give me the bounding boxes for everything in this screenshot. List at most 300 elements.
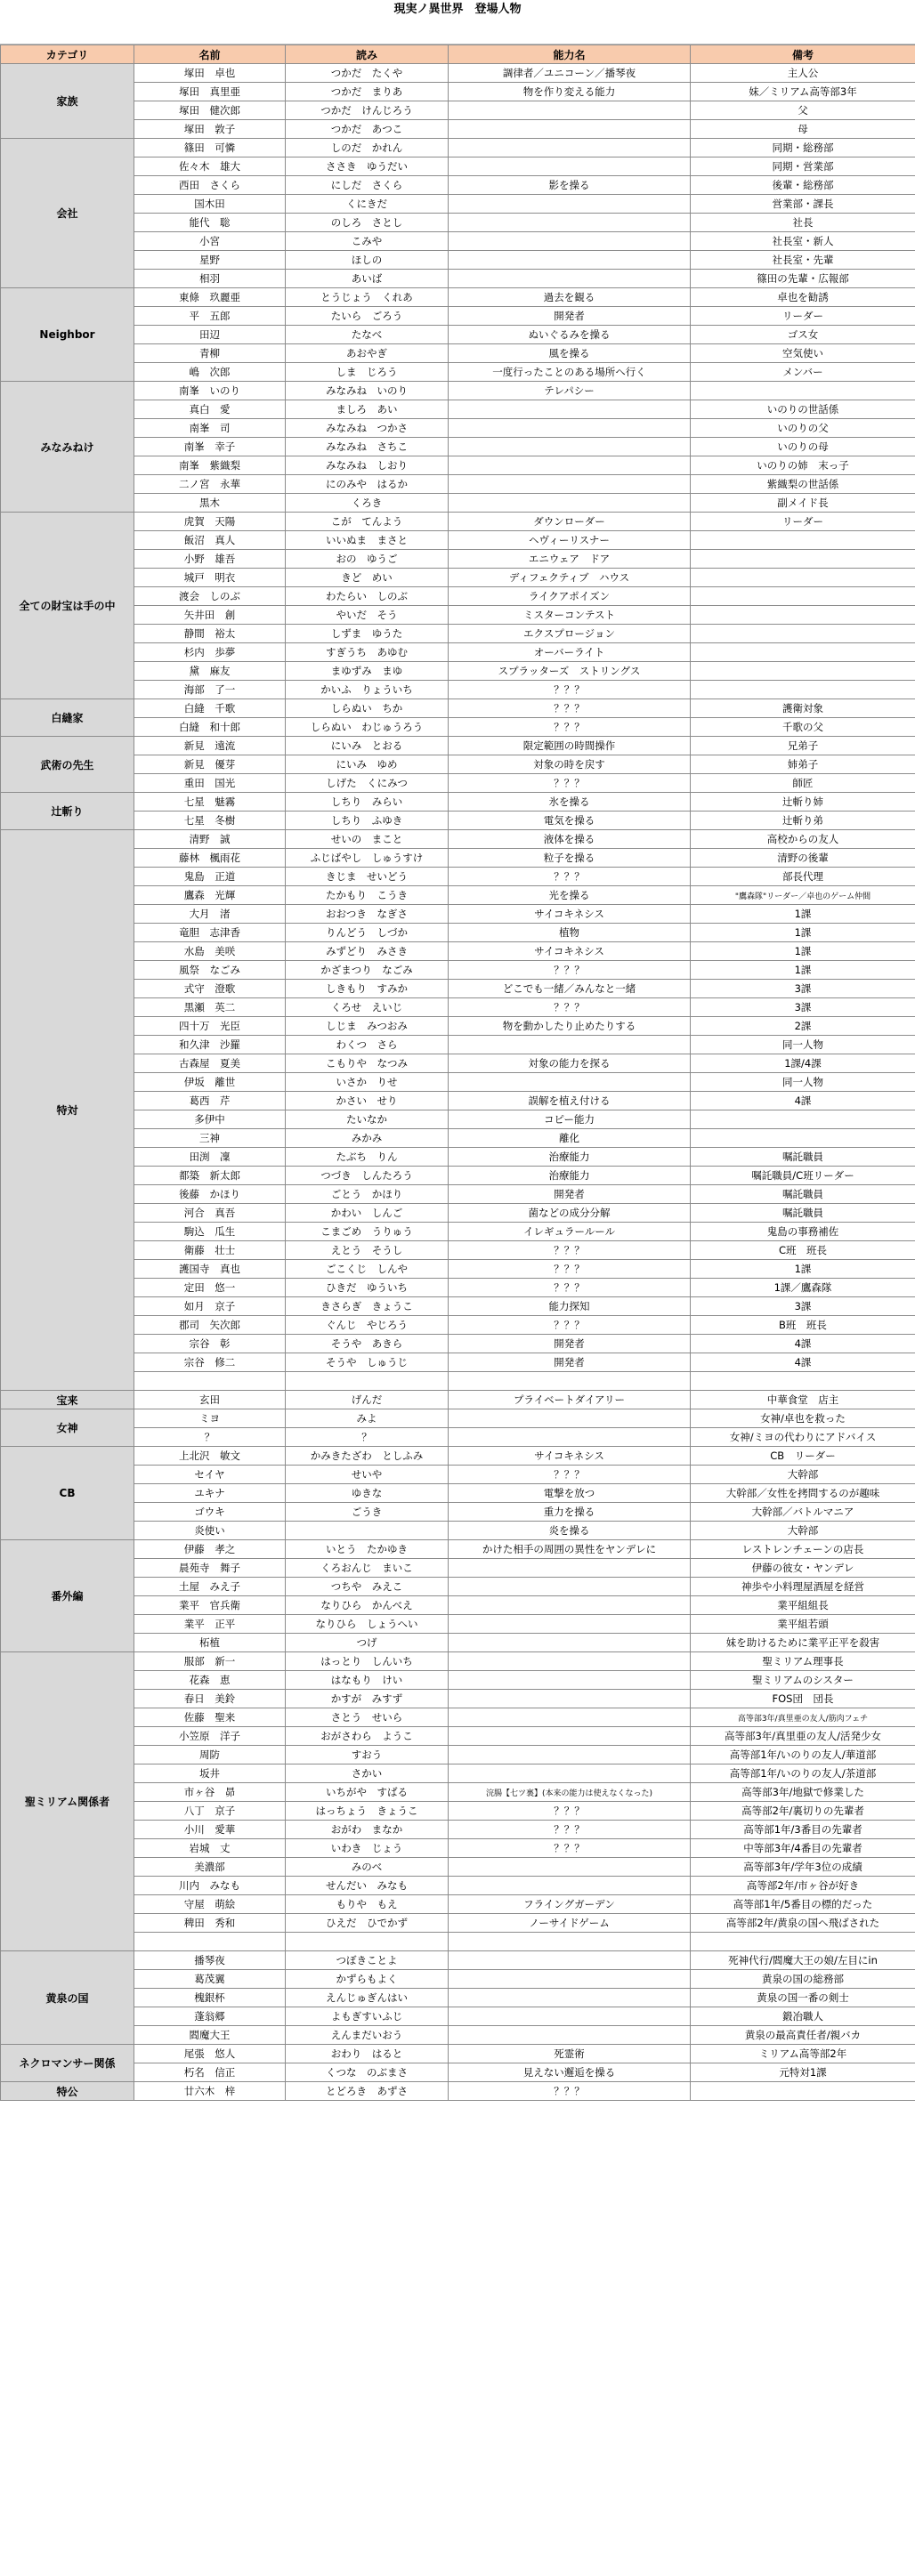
reading-cell: にのみや はるか — [286, 475, 449, 494]
character-row — [1, 737, 915, 755]
notes-cell: 営業部・課長 — [691, 195, 915, 214]
character-row — [1, 1821, 915, 1839]
character-row — [1, 1297, 915, 1316]
ability-cell — [449, 251, 691, 270]
ability-cell: ？？？ — [449, 1821, 691, 1839]
name-cell: ？ — [134, 1428, 286, 1447]
reading-cell: いとう たかゆき — [286, 1540, 449, 1559]
reading-cell: すおう — [286, 1746, 449, 1764]
ability-cell — [449, 1989, 691, 2007]
reading-cell: いいぬま まさと — [286, 531, 449, 550]
reading-cell: かみきたざわ としふみ — [286, 1447, 449, 1466]
character-row — [1, 2026, 915, 2045]
name-cell: 竜胆 志津香 — [134, 924, 286, 942]
name-cell: 伊藤 孝之 — [134, 1540, 286, 1559]
name-cell — [134, 1933, 286, 1951]
notes-cell: 高等部1年/5番目の標的だった — [691, 1895, 915, 1914]
notes-cell: 4課 — [691, 1335, 915, 1353]
reading-cell: いさか りせ — [286, 1073, 449, 1092]
ability-cell — [449, 1933, 691, 1951]
ability-cell: サイコキネシス — [449, 905, 691, 924]
character-row — [1, 64, 915, 83]
reading-cell: たなべ — [286, 326, 449, 344]
reading-cell: おがわ まなか — [286, 1821, 449, 1839]
ability-cell: ？？？ — [449, 998, 691, 1017]
notes-cell: リーダー — [691, 513, 915, 531]
character-row — [1, 1596, 915, 1615]
name-cell: 南峯 いのり — [134, 382, 286, 400]
ability-cell: 風を操る — [449, 344, 691, 363]
reading-cell: つちや みえこ — [286, 1578, 449, 1596]
name-cell: 業平 正平 — [134, 1615, 286, 1634]
reading-cell: しちり ふゆき — [286, 812, 449, 830]
character-row — [1, 1951, 915, 1970]
character-row — [1, 587, 915, 606]
character-row — [1, 980, 915, 998]
ability-cell: 開発者 — [449, 1185, 691, 1204]
notes-cell: 3課 — [691, 1297, 915, 1316]
ability-cell: 対象の時を戻す — [449, 755, 691, 774]
character-row — [1, 438, 915, 456]
ability-cell: 能力探知 — [449, 1297, 691, 1316]
reading-cell: さとう せいら — [286, 1708, 449, 1727]
notes-cell: 1課／鷹森隊 — [691, 1279, 915, 1297]
ability-cell: どこでも一緒／みんなと一緒 — [449, 980, 691, 998]
ability-cell: ？？？ — [449, 2082, 691, 2101]
notes-cell — [691, 1110, 915, 1129]
name-cell: 周防 — [134, 1746, 286, 1764]
character-row — [1, 288, 915, 307]
character-row — [1, 1092, 915, 1110]
category-cell: みなみねけ — [1, 382, 134, 513]
name-cell: 蓬翁郷 — [134, 2007, 286, 2026]
table-body — [1, 64, 915, 2101]
ability-cell: ？？？ — [449, 1802, 691, 1821]
ability-cell: 物を動かしたり止めたりする — [449, 1017, 691, 1036]
name-cell: 土屋 みえ子 — [134, 1578, 286, 1596]
name-cell: 塚田 健次郎 — [134, 101, 286, 120]
reading-cell: はなもり けい — [286, 1671, 449, 1690]
name-cell: 八丁 京子 — [134, 1802, 286, 1821]
name-cell: 如月 京子 — [134, 1297, 286, 1316]
character-row — [1, 1970, 915, 1989]
character-row — [1, 2045, 915, 2063]
name-cell: 廿六木 梓 — [134, 2082, 286, 2101]
notes-cell — [691, 643, 915, 662]
name-cell: 飯沼 真人 — [134, 531, 286, 550]
reading-cell: しずま ゆうた — [286, 625, 449, 643]
reading-cell: えんじゅぎんはい — [286, 1989, 449, 2007]
notes-cell: 4課 — [691, 1353, 915, 1372]
character-row — [1, 326, 915, 344]
character-row — [1, 1428, 915, 1447]
notes-cell: 妹を助けるために業平正平を殺害 — [691, 1634, 915, 1652]
ability-cell — [449, 475, 691, 494]
character-row — [1, 232, 915, 251]
category-cell: 女神 — [1, 1409, 134, 1447]
notes-cell: 中華食堂 店主 — [691, 1391, 915, 1409]
notes-cell: 大幹部／女性を拷問するのが趣味 — [691, 1484, 915, 1503]
name-cell: 伊坂 離世 — [134, 1073, 286, 1092]
category-cell: 白縫家 — [1, 699, 134, 737]
name-cell: 杉内 歩夢 — [134, 643, 286, 662]
character-row — [1, 157, 915, 176]
notes-cell: 兄弟子 — [691, 737, 915, 755]
name-cell: 篠田 可憐 — [134, 139, 286, 157]
character-row — [1, 419, 915, 438]
notes-cell: 高等部2年/裏切りの先輩者 — [691, 1802, 915, 1821]
name-cell: 星野 — [134, 251, 286, 270]
ability-cell — [449, 1559, 691, 1578]
notes-cell: 嘱託職員 — [691, 1148, 915, 1167]
name-cell: 西田 さくら — [134, 176, 286, 195]
reading-cell: えとう そうし — [286, 1241, 449, 1260]
ability-cell — [449, 1372, 691, 1391]
reading-cell: みずどり みさき — [286, 942, 449, 961]
notes-cell: 1課 — [691, 961, 915, 980]
ability-cell — [449, 101, 691, 120]
notes-cell: "鷹森隊"リーダー／卓也のゲーム仲間 — [691, 886, 915, 905]
character-row — [1, 998, 915, 1017]
reading-cell: おの ゆうご — [286, 550, 449, 569]
reading-cell: きさらぎ きょうこ — [286, 1297, 449, 1316]
notes-cell: 同期・営業部 — [691, 157, 915, 176]
name-cell: 塚田 真里亜 — [134, 83, 286, 101]
ability-cell: スプラッターズ ストリングス — [449, 662, 691, 681]
ability-cell — [449, 157, 691, 176]
notes-cell: 黄泉の国一番の剣士 — [691, 1989, 915, 2007]
ability-cell: 重力を操る — [449, 1503, 691, 1522]
notes-cell: 紫織梨の世話係 — [691, 475, 915, 494]
name-cell: 川内 みなも — [134, 1877, 286, 1895]
ability-cell — [449, 1708, 691, 1727]
notes-cell — [691, 550, 915, 569]
reading-cell: のしろ さとし — [286, 214, 449, 232]
reading-cell: すぎうち あゆむ — [286, 643, 449, 662]
header-category: カテゴリ — [1, 45, 134, 64]
name-cell: 黛 麻友 — [134, 662, 286, 681]
reading-cell: まゆずみ まゆ — [286, 662, 449, 681]
ability-cell: ？？？ — [449, 1839, 691, 1858]
name-cell: 真白 愛 — [134, 400, 286, 419]
notes-cell: 後輩・総務部 — [691, 176, 915, 195]
name-cell: 塚田 敦子 — [134, 120, 286, 139]
name-cell: 重田 国光 — [134, 774, 286, 793]
name-cell: 二ノ宮 永華 — [134, 475, 286, 494]
reading-cell: ごこくじ しんや — [286, 1260, 449, 1279]
notes-cell: 卓也を勧誘 — [691, 288, 915, 307]
reading-cell: そうや あきら — [286, 1335, 449, 1353]
ability-cell: ？？？ — [449, 1260, 691, 1279]
notes-cell: 黄泉の最高責任者/親バカ — [691, 2026, 915, 2045]
character-row — [1, 139, 915, 157]
category-cell: 聖ミリアム関係者 — [1, 1652, 134, 1951]
name-cell: 葛西 芹 — [134, 1092, 286, 1110]
character-row — [1, 1727, 915, 1746]
notes-cell — [691, 382, 915, 400]
ability-cell: ？？？ — [449, 681, 691, 699]
ability-cell — [449, 232, 691, 251]
category-cell: 特対 — [1, 830, 134, 1391]
reading-cell: きど めい — [286, 569, 449, 587]
name-cell: 小宮 — [134, 232, 286, 251]
notes-cell: 高校からの友人 — [691, 830, 915, 849]
character-row — [1, 606, 915, 625]
ability-cell — [449, 1634, 691, 1652]
notes-cell: 大幹部／バトルマニア — [691, 1503, 915, 1522]
reading-cell: ぐんじ やじろう — [286, 1316, 449, 1335]
reading-cell: つかだ たくや — [286, 64, 449, 83]
ability-cell: 治療能力 — [449, 1167, 691, 1185]
notes-cell: 大幹部 — [691, 1466, 915, 1484]
notes-cell — [691, 569, 915, 587]
character-row — [1, 1110, 915, 1129]
ability-cell: 限定範囲の時間操作 — [449, 737, 691, 755]
header-notes: 備考 — [691, 45, 915, 64]
reading-cell: かいふ りょういち — [286, 681, 449, 699]
name-cell: 平 五郎 — [134, 307, 286, 326]
notes-cell: 父 — [691, 101, 915, 120]
ability-cell — [449, 494, 691, 513]
notes-cell: いのりの姉 末っ子 — [691, 456, 915, 475]
character-row — [1, 1989, 915, 2007]
character-row — [1, 363, 915, 382]
name-cell: 式守 澄歌 — [134, 980, 286, 998]
character-row — [1, 1353, 915, 1372]
name-cell: 白縫 和十郎 — [134, 718, 286, 737]
name-cell: 朽名 信正 — [134, 2063, 286, 2082]
notes-cell: いのりの父 — [691, 419, 915, 438]
reading-cell: とうじょう くれあ — [286, 288, 449, 307]
reading-cell: つづき しんたろう — [286, 1167, 449, 1185]
character-row — [1, 475, 915, 494]
character-row — [1, 868, 915, 886]
character-row — [1, 1167, 915, 1185]
reading-cell: よもぎすいふじ — [286, 2007, 449, 2026]
character-row — [1, 195, 915, 214]
name-cell: 花森 恵 — [134, 1671, 286, 1690]
character-row — [1, 662, 915, 681]
notes-cell — [691, 625, 915, 643]
notes-cell — [691, 1933, 915, 1951]
name-cell: セイヤ — [134, 1466, 286, 1484]
reading-cell: こが てんよう — [286, 513, 449, 531]
ability-cell — [449, 139, 691, 157]
reading-cell: げんだ — [286, 1391, 449, 1409]
reading-cell: ひえだ ひでかず — [286, 1914, 449, 1933]
reading-cell: くろき — [286, 494, 449, 513]
ability-cell — [449, 1764, 691, 1783]
name-cell — [134, 1372, 286, 1391]
category-cell: 番外編 — [1, 1540, 134, 1652]
character-row — [1, 1017, 915, 1036]
notes-cell: 高等部3年/地獄で修業した — [691, 1783, 915, 1802]
notes-cell: 同期・総務部 — [691, 139, 915, 157]
ability-cell: 死霊術 — [449, 2045, 691, 2063]
notes-cell: いのりの母 — [691, 438, 915, 456]
ability-cell: ？？？ — [449, 1316, 691, 1335]
reading-cell: つぼきことよ — [286, 1951, 449, 1970]
name-cell: 新見 遠流 — [134, 737, 286, 755]
character-row — [1, 643, 915, 662]
ability-cell: 電気を操る — [449, 812, 691, 830]
notes-cell: 中等部3年/4番目の先輩者 — [691, 1839, 915, 1858]
notes-cell: 女神/卓也を救った — [691, 1409, 915, 1428]
ability-cell: 浣腸【七ツ裏】(本来の能力は使えなくなった) — [449, 1783, 691, 1802]
character-row — [1, 699, 915, 718]
name-cell: 青柳 — [134, 344, 286, 363]
reading-cell: みなみね つかさ — [286, 419, 449, 438]
reading-cell: さかい — [286, 1764, 449, 1783]
notes-cell: 死神代行/閻魔大王の娘/左目にin — [691, 1951, 915, 1970]
character-row — [1, 400, 915, 419]
reading-cell: たかもり こうき — [286, 886, 449, 905]
ability-cell: 誤解を植え付ける — [449, 1092, 691, 1110]
name-cell: 海部 了一 — [134, 681, 286, 699]
notes-cell — [691, 662, 915, 681]
notes-cell: 嘱託職員 — [691, 1185, 915, 1204]
notes-cell: 高等部1年/いのりの友人/茶道部 — [691, 1764, 915, 1783]
ability-cell: エニウェア ドア — [449, 550, 691, 569]
name-cell: 守屋 萌絵 — [134, 1895, 286, 1914]
header-reading: 読み — [286, 45, 449, 64]
name-cell: 古森屋 夏美 — [134, 1054, 286, 1073]
character-row — [1, 1372, 915, 1391]
reading-cell — [286, 1522, 449, 1540]
character-row — [1, 214, 915, 232]
notes-cell: レストレンチェーンの店長 — [691, 1540, 915, 1559]
category-cell: 家族 — [1, 64, 134, 139]
ability-cell — [449, 270, 691, 288]
name-cell: 和久津 沙羅 — [134, 1036, 286, 1054]
character-row — [1, 2063, 915, 2082]
ability-cell: 氷を操る — [449, 793, 691, 812]
notes-cell: 1課 — [691, 1260, 915, 1279]
notes-cell: いのりの世話係 — [691, 400, 915, 419]
reading-cell: ましろ あい — [286, 400, 449, 419]
character-row — [1, 830, 915, 849]
character-row — [1, 569, 915, 587]
reading-cell: にいみ ゆめ — [286, 755, 449, 774]
ability-cell: 見えない邂逅を操る — [449, 2063, 691, 2082]
category-cell: CB — [1, 1447, 134, 1540]
name-cell: ゴウキ — [134, 1503, 286, 1522]
reading-cell: わくつ さら — [286, 1036, 449, 1054]
reading-cell: にしだ さくら — [286, 176, 449, 195]
ability-cell — [449, 1596, 691, 1615]
notes-cell: 大幹部 — [691, 1522, 915, 1540]
ability-cell: 過去を観る — [449, 288, 691, 307]
ability-cell: 電撃を放つ — [449, 1484, 691, 1503]
character-row — [1, 755, 915, 774]
name-cell: 七星 魅霧 — [134, 793, 286, 812]
reading-cell: くろおんじ まいこ — [286, 1559, 449, 1578]
notes-cell: 1課 — [691, 942, 915, 961]
ability-cell: ライクアポイズン — [449, 587, 691, 606]
notes-cell: 空気使い — [691, 344, 915, 363]
ability-cell — [449, 2026, 691, 2045]
character-row — [1, 1054, 915, 1073]
character-row — [1, 83, 915, 101]
name-cell: 塚田 卓也 — [134, 64, 286, 83]
name-cell: 服部 新一 — [134, 1652, 286, 1671]
name-cell: 三神 — [134, 1129, 286, 1148]
notes-cell: 社長 — [691, 214, 915, 232]
name-cell: 南峯 司 — [134, 419, 286, 438]
ability-cell: イレギュラールール — [449, 1223, 691, 1241]
notes-cell: 1課 — [691, 924, 915, 942]
ability-cell: ？？？ — [449, 1279, 691, 1297]
reading-cell: かざまつり なごみ — [286, 961, 449, 980]
reading-cell: あいば — [286, 270, 449, 288]
notes-cell — [691, 587, 915, 606]
character-row — [1, 1241, 915, 1260]
reading-cell: しげた くにみつ — [286, 774, 449, 793]
name-cell: 鬼島 正道 — [134, 868, 286, 886]
reading-cell: はっとり しんいち — [286, 1652, 449, 1671]
character-row — [1, 1260, 915, 1279]
character-row — [1, 793, 915, 812]
character-row — [1, 1933, 915, 1951]
reading-cell: おがさわら ようこ — [286, 1727, 449, 1746]
character-row — [1, 1503, 915, 1522]
name-cell: 小笠原 洋子 — [134, 1727, 286, 1746]
ability-cell: サイコキネシス — [449, 1447, 691, 1466]
ability-cell — [449, 1073, 691, 1092]
reading-cell: ごうき — [286, 1503, 449, 1522]
name-cell: 郡司 矢次郎 — [134, 1316, 286, 1335]
notes-cell: 元特対1課 — [691, 2063, 915, 2082]
reading-cell: かわい しんご — [286, 1204, 449, 1223]
reading-cell: きじま せいどう — [286, 868, 449, 886]
character-row — [1, 1073, 915, 1092]
ability-cell — [449, 456, 691, 475]
notes-cell: B班 班長 — [691, 1316, 915, 1335]
name-cell: 四十万 光臣 — [134, 1017, 286, 1036]
reading-cell: せいの まこと — [286, 830, 449, 849]
reading-cell: みなみね さちこ — [286, 438, 449, 456]
notes-cell: 高等部1年/いのりの友人/華道部 — [691, 1746, 915, 1764]
name-cell: 水島 美咲 — [134, 942, 286, 961]
ability-cell: ？？？ — [449, 1241, 691, 1260]
name-cell: 護国寺 真也 — [134, 1260, 286, 1279]
name-cell: ユキナ — [134, 1484, 286, 1503]
notes-cell — [691, 1129, 915, 1148]
ability-cell — [449, 438, 691, 456]
character-row — [1, 905, 915, 924]
character-row — [1, 961, 915, 980]
ability-cell: 開発者 — [449, 1353, 691, 1372]
character-row — [1, 1764, 915, 1783]
reading-cell: かすが みすず — [286, 1690, 449, 1708]
name-cell: 駒込 瓜生 — [134, 1223, 286, 1241]
name-cell: 河合 真吾 — [134, 1204, 286, 1223]
reading-cell: なりひら かんべえ — [286, 1596, 449, 1615]
reading-cell: せんだい みなも — [286, 1877, 449, 1895]
notes-cell: 3課 — [691, 980, 915, 998]
notes-cell: 伊藤の彼女・ヤンデレ — [691, 1559, 915, 1578]
name-cell: 衛藤 壮士 — [134, 1241, 286, 1260]
notes-cell — [691, 606, 915, 625]
character-row — [1, 681, 915, 699]
reading-cell: くつな のぶまさ — [286, 2063, 449, 2082]
notes-cell: 1課/4課 — [691, 1054, 915, 1073]
ability-cell: 液体を操る — [449, 830, 691, 849]
name-cell: 佐藤 聖来 — [134, 1708, 286, 1727]
ability-cell — [449, 214, 691, 232]
reading-cell: えんまだいおう — [286, 2026, 449, 2045]
reading-cell: たぶち りん — [286, 1148, 449, 1167]
